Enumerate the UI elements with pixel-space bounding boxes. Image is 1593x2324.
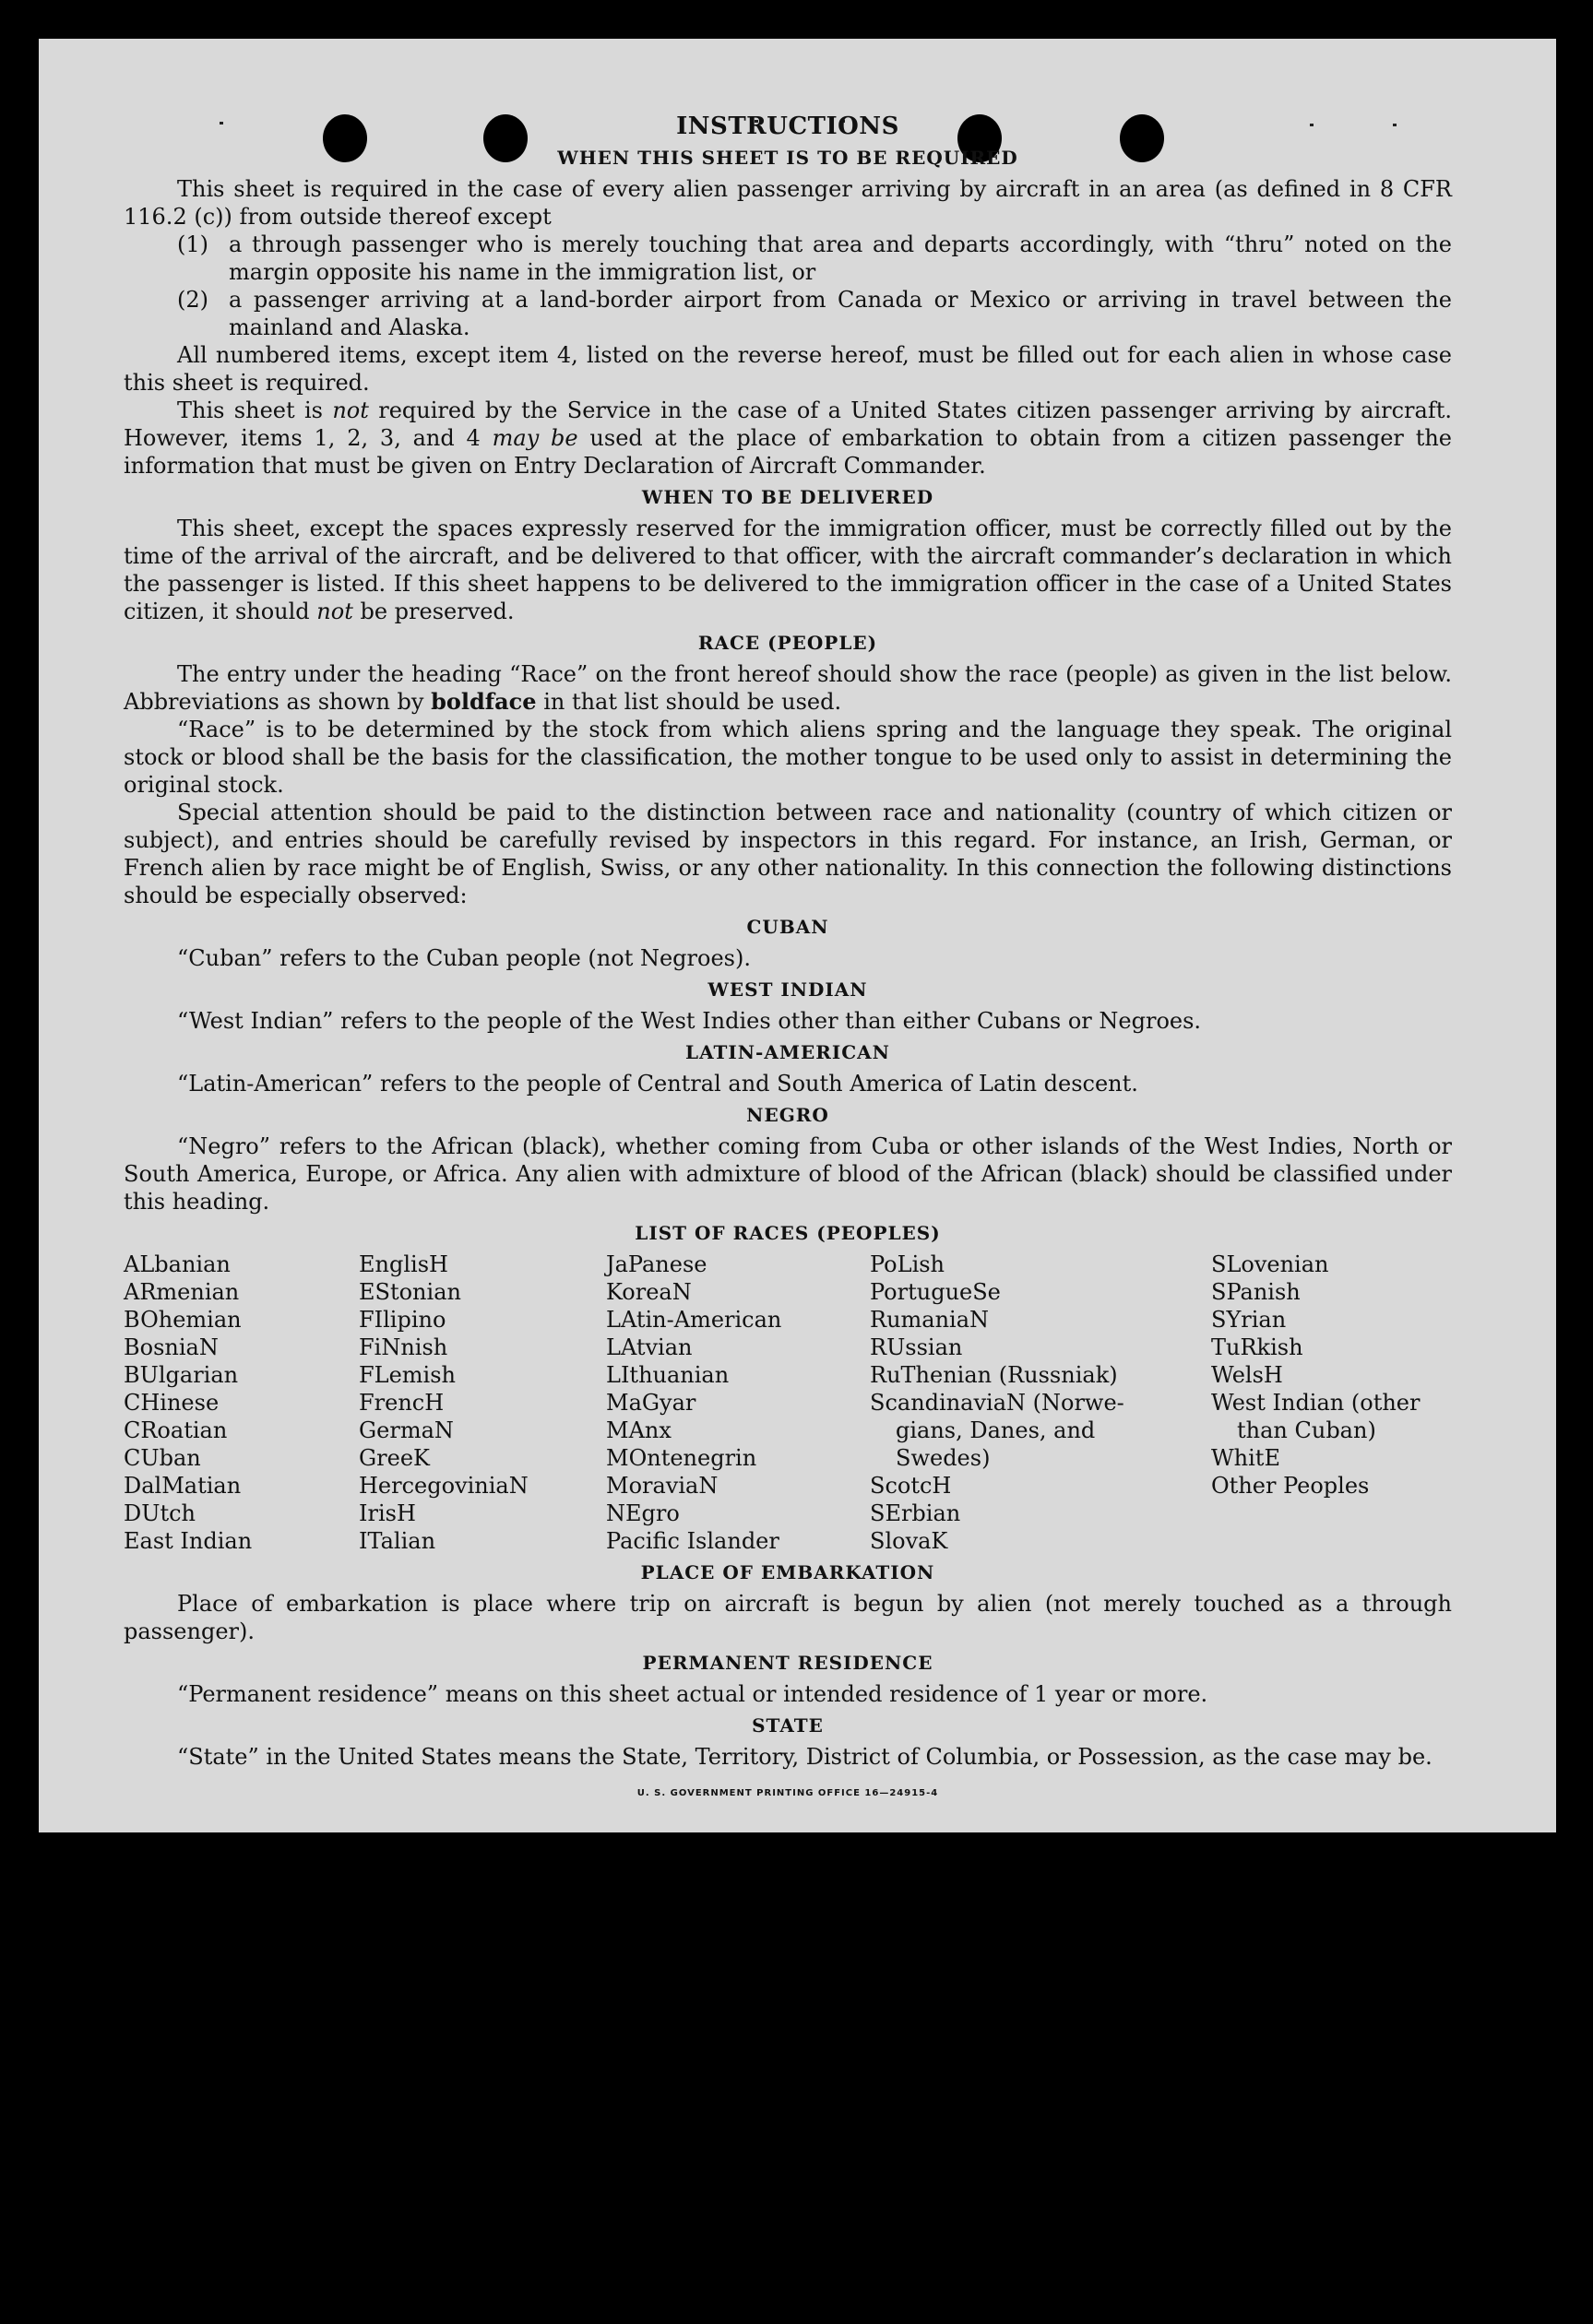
- paragraph: “Latin-American” refers to the people of Central and South America of Latin descent.: [177, 1071, 1138, 1097]
- race-entry: ScotcH: [870, 1473, 952, 1499]
- section-heading-latin-american: LATIN-AMERICAN: [685, 1041, 890, 1063]
- section-heading-races-list: LIST OF RACES (PEOPLES): [635, 1222, 941, 1244]
- race-entry: IrisH: [359, 1500, 416, 1526]
- race-entry: LAtvian: [606, 1334, 693, 1360]
- race-entry: MaGyar: [606, 1390, 696, 1416]
- race-entry: RuThenian (Russniak): [870, 1362, 1118, 1388]
- race-entry: East Indian: [124, 1528, 253, 1554]
- race-entry: SPanish: [1211, 1279, 1301, 1305]
- race-entry: FLemish: [359, 1362, 456, 1388]
- paragraph: “West Indian” refers to the people of the West Indies other than either Cubans or Negroes.: [177, 1008, 1202, 1034]
- race-entry: NEgro: [606, 1500, 680, 1526]
- race-entry: CHinese: [124, 1390, 220, 1416]
- races-column: [870, 1251, 1211, 1555]
- paragraph: Place of embarkation is place where trip on aircraft is begun by alien (not merely touched as a through passenger).: [124, 1591, 1452, 1644]
- race-entry: ITalian: [359, 1528, 436, 1554]
- race-entry: TuRkish: [1211, 1334, 1303, 1360]
- race-entry: ALbanian: [124, 1251, 231, 1277]
- race-entry: SErbian: [870, 1500, 961, 1526]
- race-entry-continued: than Cuban): [1237, 1417, 1376, 1443]
- race-entry: EnglisH: [359, 1251, 448, 1277]
- list-item: [177, 286, 1452, 341]
- paragraph: This sheet, except the spaces expressly reserved for the immigration officer, must be correctly filled out by the time of the arrival of the aircraft, and be delivered to that officer, with the aircraft commander’s declaration in which the passenger is listed. If this sheet happens to be delivered to the immigration officer in the case of a United States citizen, it should not be preserved.: [124, 516, 1452, 624]
- paragraph: This sheet is required in the case of every alien passenger arriving by aircraft in an area (as defined in 8 CFR 116.2 (c)) from outside thereof except: [124, 176, 1452, 230]
- race-entry: DUtch: [124, 1500, 196, 1526]
- race-entry: GreeK: [359, 1445, 430, 1471]
- paragraph: Special attention should be paid to the distinction between race and nationality (country of which citizen or subject), and entries should be carefully revised by inspectors in this regard. For instance, an Irish, German, or French alien by race might be of English, Swiss, or any other nationality. In this connection the following distinctions should be especially observed:: [124, 800, 1452, 908]
- races-list: [124, 1251, 1452, 1555]
- race-entry: MAnx: [606, 1417, 672, 1443]
- race-entry: HercegoviniaN: [359, 1473, 529, 1499]
- paragraph: “Negro” refers to the African (black), whether coming from Cuba or other islands of the West Indies, North or South America, Europe, or Africa. Any alien with admixture of blood of the African (black) should be classified under this heading.: [124, 1133, 1452, 1215]
- race-entry: MoraviaN: [606, 1473, 719, 1499]
- race-entry: KoreaN: [606, 1279, 692, 1305]
- section-heading-negro: NEGRO: [746, 1104, 829, 1126]
- race-entry: FrencH: [359, 1390, 445, 1416]
- race-entry: DalMatian: [124, 1473, 242, 1499]
- item-number: (2): [177, 287, 208, 313]
- section-heading-cuban: CUBAN: [746, 916, 829, 938]
- page-title: INSTRUCTIONS: [676, 113, 899, 140]
- race-entry: BOhemian: [124, 1307, 242, 1333]
- race-entry: SlovaK: [870, 1528, 948, 1554]
- race-entry: ARmenian: [124, 1279, 240, 1305]
- race-entry-continued: Swedes): [896, 1445, 991, 1471]
- section-heading-embarkation: PLACE OF EMBARKATION: [640, 1561, 935, 1583]
- race-entry: FIlipino: [359, 1307, 446, 1333]
- race-entry: WhitE: [1211, 1445, 1280, 1471]
- race-entry: PortugueSe: [870, 1279, 1001, 1305]
- race-entry: Other Peoples: [1211, 1473, 1370, 1499]
- race-entry: ScandinaviaN (Norwe-: [870, 1390, 1124, 1416]
- race-entry: Pacific Islander: [606, 1528, 779, 1554]
- race-entry: CRoatian: [124, 1417, 228, 1443]
- race-entry: CUban: [124, 1445, 201, 1471]
- race-entry: FiNnish: [359, 1334, 448, 1360]
- race-entry: EStonian: [359, 1279, 461, 1305]
- instruction-sheet: [39, 39, 1556, 1832]
- paragraph: All numbered items, except item 4, listed on the reverse hereof, must be filled out for each alien in whose case this sheet is required.: [124, 342, 1452, 396]
- section-heading-west-indian: WEST INDIAN: [707, 978, 868, 1001]
- instructions-content: [124, 113, 1452, 1808]
- section-heading-residence: PERMANENT RESIDENCE: [642, 1652, 933, 1674]
- section-heading-state: STATE: [752, 1714, 824, 1737]
- paragraph: “Cuban” refers to the Cuban people (not Negroes).: [177, 945, 751, 971]
- race-entry: West Indian (other: [1211, 1390, 1421, 1416]
- item-text: a passenger arriving at a land-border airport from Canada or Mexico or arriving in travel between the mainland and Alaska.: [229, 287, 1452, 340]
- section-heading-delivered: WHEN TO BE DELIVERED: [641, 486, 934, 508]
- race-entry: GermaN: [359, 1417, 454, 1443]
- race-entry: LIthuanian: [606, 1362, 730, 1388]
- item-text: a through passenger who is merely touching that area and departs accordingly, with “thru” noted on the margin opposite his name in the immigration list, or: [229, 231, 1452, 285]
- race-entry: LAtin-American: [606, 1307, 782, 1333]
- item-number: (1): [177, 231, 208, 257]
- race-entry: WelsH: [1211, 1362, 1283, 1388]
- race-entry: PoLish: [870, 1251, 945, 1277]
- list-item: [177, 231, 1452, 286]
- paragraph: “Permanent residence” means on this sheet actual or intended residence of 1 year or more.: [177, 1681, 1208, 1707]
- race-entry: BosniaN: [124, 1334, 219, 1360]
- races-column: [606, 1251, 870, 1555]
- printer-imprint: U. S. GOVERNMENT PRINTING OFFICE 16—24915-4: [636, 1788, 939, 1798]
- paragraph: The entry under the heading “Race” on the front hereof should show the race (people) as given in the list below. Abbreviations as shown by boldface in that list should be used.: [124, 661, 1452, 715]
- race-entry: SLovenian: [1211, 1251, 1329, 1277]
- paragraph: This sheet is not required by the Service in the case of a United States citizen passenger arriving by aircraft. However, items 1, 2, 3, and 4 may be used at the place of embarkation to obtain from a citizen passenger the information that must be given on Entry Declaration of Aircraft Commander.: [124, 397, 1452, 479]
- race-entry: BUlgarian: [124, 1362, 239, 1388]
- race-entry: MOntenegrin: [606, 1445, 757, 1471]
- paragraph: “Race” is to be determined by the stock from which aliens spring and the language they speak. The original stock or blood shall be the basis for the classification, the mother tongue to be used only to assist in determining the original stock.: [124, 717, 1452, 798]
- section-heading-race: RACE (PEOPLE): [697, 632, 878, 654]
- race-entry: SYrian: [1211, 1307, 1287, 1333]
- race-entry: RumaniaN: [870, 1307, 990, 1333]
- paragraph: “State” in the United States means the State, Territory, District of Columbia, or Possession, as the case may be.: [177, 1744, 1433, 1770]
- section-heading-required: WHEN THIS SHEET IS TO BE REQUIRED: [557, 147, 1018, 169]
- races-column: [1211, 1251, 1452, 1555]
- races-column: [359, 1251, 606, 1555]
- race-entry-continued: gians, Danes, and: [896, 1417, 1096, 1443]
- races-column: [124, 1251, 359, 1555]
- race-entry: JaPanese: [606, 1251, 707, 1277]
- race-entry: RUssian: [870, 1334, 963, 1360]
